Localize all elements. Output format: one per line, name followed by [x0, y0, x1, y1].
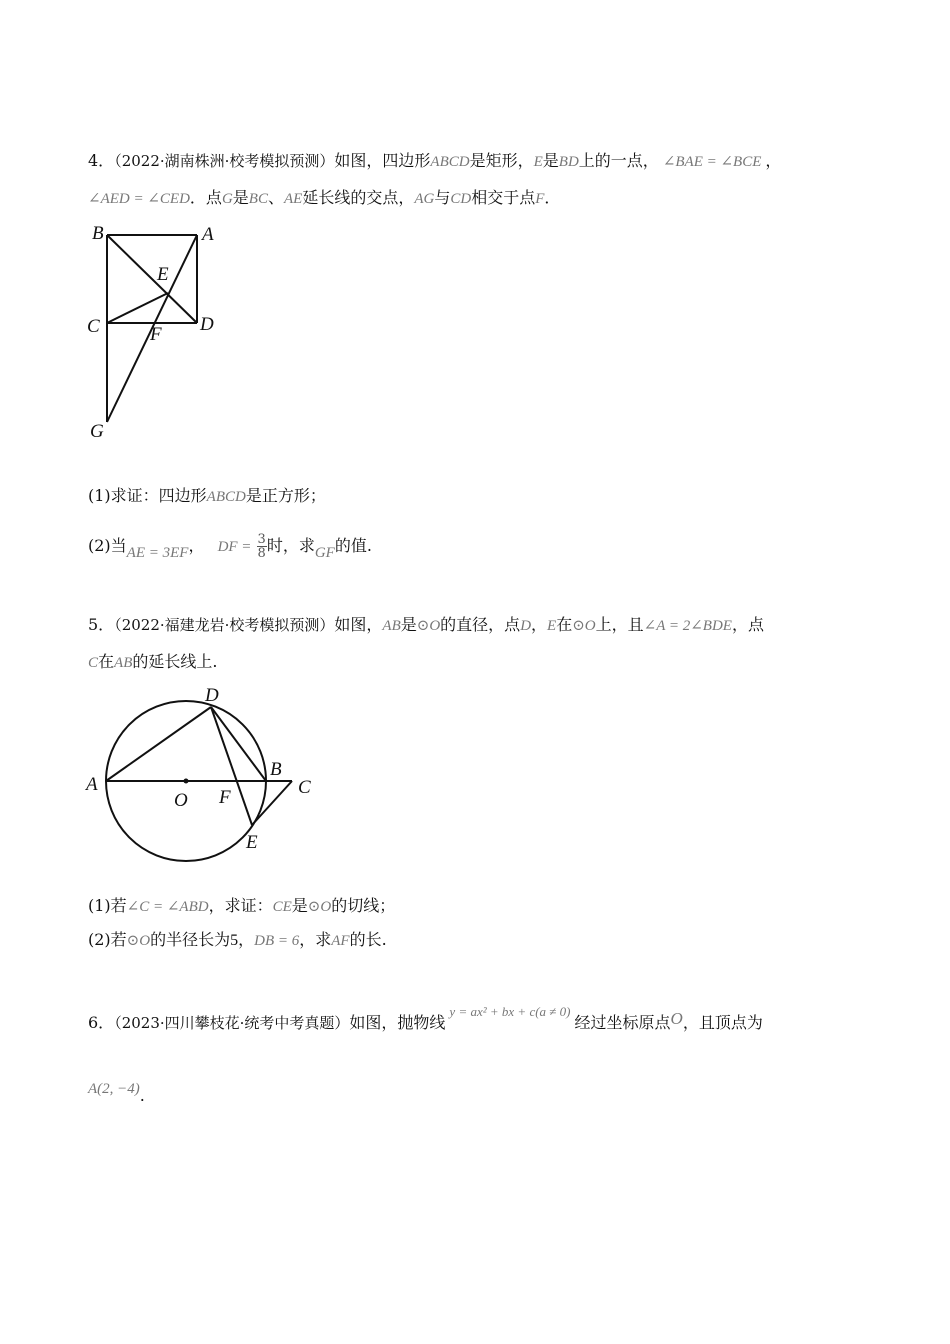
- label-e: E: [246, 832, 258, 853]
- q5-line1: 5．（2022·福建龙岩·校考模拟预测）如图，AB是⊙O的直径，点D，E在⊙O上，且∠A = 2∠BDE，点: [88, 615, 764, 634]
- q4-figure: [80, 215, 230, 445]
- q5-line2: C在AB的延长线上.: [88, 652, 218, 671]
- segment-ce: [107, 293, 168, 323]
- q4-line1: 4．（2022·湖南株洲·校考模拟预测）如图，四边形ABCD是矩形，E是BD上的一点， ∠BAE = ∠BCE ，: [88, 151, 782, 170]
- angle-condition: ∠A = 2∠BDE: [643, 618, 732, 634]
- label-o: O: [174, 790, 188, 811]
- segment-ad: [106, 707, 211, 781]
- label-b: B: [270, 759, 282, 780]
- label-f: F: [219, 787, 231, 808]
- label-f: F: [150, 324, 162, 345]
- label-d: D: [200, 314, 214, 335]
- segment-ce: [252, 781, 292, 825]
- math-expr: ABCD: [430, 154, 470, 170]
- q5-figure: [80, 680, 330, 870]
- label-b: B: [92, 223, 104, 244]
- q5-source: （2022·福建龙岩·校考模拟预测）: [114, 616, 335, 634]
- q4-source: （2022·湖南株洲·校考模拟预测）: [114, 152, 335, 170]
- label-c: C: [87, 316, 100, 337]
- q6-number: 6．: [88, 1013, 115, 1032]
- q4-line2: ∠AED = ∠CED．点G是BC、AE延长线的交点，AG与CD相交于点F．: [88, 188, 561, 207]
- q6-line1: 6．（2023·四川攀枝花·统考中考真题）如图，抛物线$^{y = ax^2 + bx + c(a \ne 0)}$经过坐标原点O，且顶点为: [88, 1004, 763, 1032]
- q6-line2: A(2, −4).: [88, 1081, 145, 1105]
- segment-bd: [107, 235, 197, 323]
- q4-part2: (2)当AE = 3EF， DF = $\frac{3}{8}$ 时，求GF的值.: [88, 532, 372, 561]
- label-a: A: [86, 774, 98, 795]
- label-g: G: [90, 421, 104, 442]
- q5-part2: (2)若⊙O的半径长为5，DB = 6，求AF的长.: [88, 930, 387, 949]
- vertex-point: A(2, −4): [88, 1081, 140, 1097]
- q4-number: 4．: [88, 151, 115, 170]
- label-d: D: [205, 685, 219, 706]
- angle-condition-1: ∠BAE = ∠BCE: [662, 154, 762, 170]
- center-o: [184, 779, 189, 784]
- fraction: $\frac{3}{8}$: [257, 532, 266, 561]
- label-a: A: [202, 224, 214, 245]
- label-e: E: [157, 264, 169, 285]
- q6-source: （2023·四川攀枝花·统考中考真题）: [114, 1014, 350, 1032]
- segment-de: [211, 707, 252, 825]
- q5-part1: (1)若∠C = ∠ABD，求证：CE是⊙O的切线；: [88, 896, 396, 915]
- q5-number: 5．: [88, 615, 115, 634]
- label-c: C: [298, 777, 311, 798]
- parabola-equation: y = ax² + bx + c(a ≠ 0): [449, 1004, 571, 1019]
- q4-part1: (1)求证：四边形ABCD是正方形；: [88, 486, 326, 505]
- angle-condition-2: ∠AED = ∠CED: [88, 191, 190, 207]
